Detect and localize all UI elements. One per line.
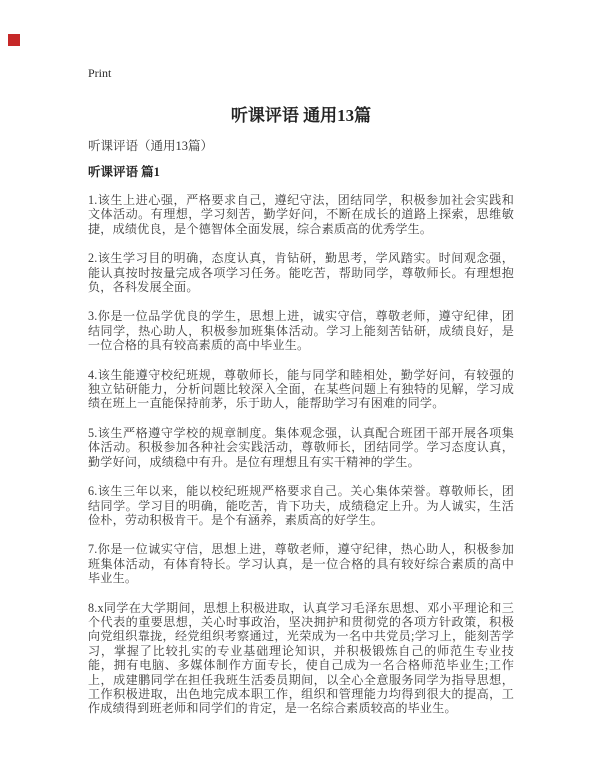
red-click-marker bbox=[8, 34, 20, 46]
paragraph-4: 4.该生能遵守校纪班规，尊敬师长，能与同学和睦相处，勤学好问，有较强的独立钻研能力，分析问题比较深入全面，在某些问题上有独特的见解，学习成绩在班上一直能保持前茅，乐于助人，能帮助学习有困难的同学。 bbox=[88, 367, 514, 411]
paragraph-6: 6.该生三年以来，能以校纪班规严格要求自己。关心集体荣誉。尊敬师长，团结同学。学习目的明确，能吃苦，肯下功夫，成绩稳定上升。为人诚实，生活俭朴，劳动积极肯干。是个有涵养，素质高的好学生。 bbox=[88, 484, 514, 527]
document-subtitle: 听课评语（通用13篇） bbox=[88, 139, 214, 153]
section-heading: 听课评语 篇1 bbox=[88, 165, 160, 179]
paragraph-5: 5.该生严格遵守学校的规章制度。集体观念强，认真配合班团干部开展各项集体活动。积极参加各种社会实践活动，尊敬师长，团结同学。学习态度认真，勤学好问，成绩稳中有升。是位有理想且有实干精神的学生。 bbox=[88, 425, 514, 469]
paragraph-7: 7.你是一位诚实守信，思想上进，尊敬老师，遵守纪律，热心助人，积极参加班集体活动，有体育特长。学习认真，是一位合格的具有较好综合素质的高中毕业生。 bbox=[88, 542, 514, 586]
paragraph-8: 8.x同学在大学期间，思想上积极进取，认真学习毛泽东思想、邓小平理论和三个代表的重要思想，关心时事政治，坚决拥护和贯彻党的各项方针政策，积极向党组织靠拢，经党组织考察通过，光荣成为一名中共党员;学习上，能刻苦学习，掌握了比较扎实的专业基础理论知识，并积极锻炼自己的师范生专业技能，拥有电脑、多媒体制作方面专长，使自己成为一名合格师范毕业生;工作上，成建鹏同学在担任我班生活委员期间，以全心全意服务同学为指导思想，工作积极进取，出色地完成本职工作，组织和管理能力均得到很大的提高，工作成绩得到班老师和同学们的肯定，是一名综合素质较高的毕业生。 bbox=[88, 600, 514, 716]
paragraph-3: 3.你是一位品学优良的学生，思想上进，诚实守信，尊敬老师，遵守纪律，团结同学，热心助人，积极参加班集体活动。学习上能刻苦钻研，成绩良好，是一位合格的具有较高素质的高中毕业生。 bbox=[88, 309, 514, 353]
print-link[interactable]: Print bbox=[88, 66, 112, 80]
paragraph-2: 2.该生学习目的明确，态度认真，肯钻研，勤思考，学风踏实。时间观念强，能认真按时按量完成各项学习任务。能吃苦，帮助同学，尊敬师长。有理想抱负，各科发展全面。 bbox=[88, 251, 514, 295]
page-title: 听课评语 通用13篇 bbox=[230, 106, 372, 125]
paragraph-1: 1.该生上进心强，严格要求自己，遵纪守法，团结同学，积极参加社会实践和文体活动。有理想，学习刻苦，勤学好问，不断在成长的道路上探索，思维敏捷，成绩优良，是个德智体全面发展，综合素质高的优秀学生。 bbox=[88, 193, 514, 236]
